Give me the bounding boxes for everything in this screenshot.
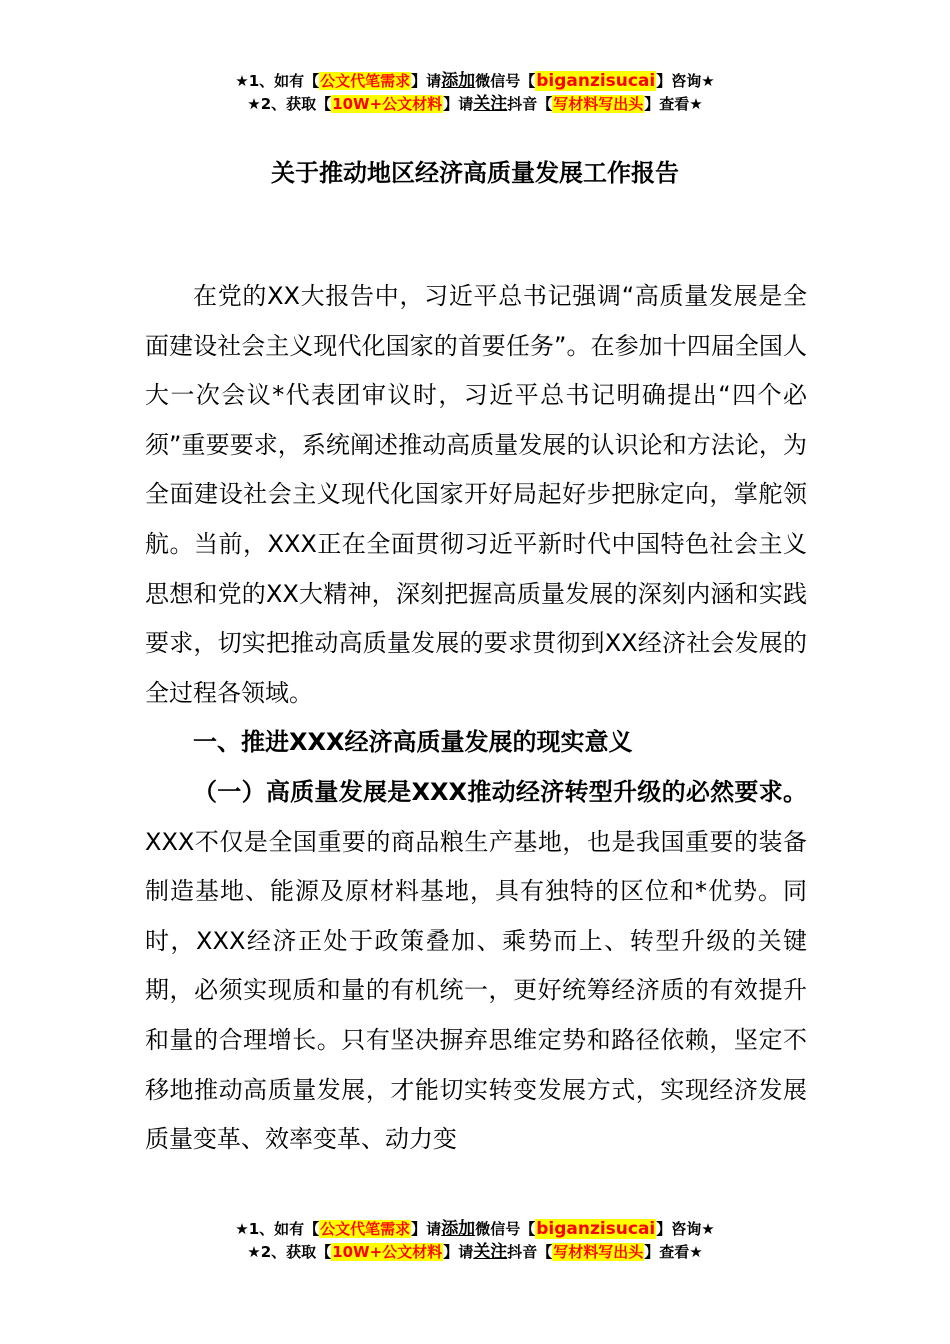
document-body: [145, 272, 807, 1165]
banner-text: 】咨询★: [656, 1220, 715, 1238]
section-heading-1: 一、推进XXX经济高质量发展的现实意义: [193, 728, 633, 757]
banner-highlight: 10W+公文材料: [332, 95, 443, 113]
footer-banner: [0, 1218, 950, 1264]
banner-wechat-id: biganzisucai: [536, 1219, 656, 1239]
banner-text: 】咨询★: [656, 72, 715, 90]
paragraph-intro: 在党的XX大报告中，习近平总书记强调“高质量发展是全面建设社会主义现代化国家的首要任务”。在参加十四届全国人大一次会议*代表团审议时，习近平总书记明确提出“四个必须”重要要求，系统阐述推动高质量发展的认识论和方法论，为全面建设社会主义现代化国家开好局起好步把脉定向，掌舵领航。当前，XXX正在全面贯彻习近平新时代中国特色社会主义思想和党的XX大精神，深刻把握高质量发展的深刻内涵和实践要求，切实把推动高质量发展的要求贯彻到XX经济社会发展的全过程各领域。: [145, 282, 807, 707]
banner-line-2: [0, 1241, 950, 1264]
banner-text: 抖音【: [507, 95, 553, 113]
banner-text: 抖音【: [507, 1243, 553, 1261]
banner-line-1: [0, 1218, 950, 1241]
banner-emphasis: 关注: [473, 1242, 508, 1262]
banner-highlight: 公文代笔需求: [320, 1220, 411, 1238]
banner-text: 】请: [411, 1220, 442, 1238]
banner-text: 】查看★: [644, 95, 703, 113]
banner-highlight: 10W+公文材料: [332, 1243, 443, 1261]
banner-text: 微信号【: [475, 1220, 536, 1238]
banner-text: 微信号【: [475, 72, 536, 90]
banner-line-1: [0, 70, 950, 93]
banner-text: 】请: [443, 1243, 474, 1261]
banner-line-2: [0, 93, 950, 116]
header-banner: [0, 70, 950, 116]
banner-text: ★1、如有【: [235, 72, 320, 90]
banner-douyin-id: 写材料写出头: [553, 95, 644, 113]
banner-text: ★1、如有【: [235, 1220, 320, 1238]
subsection-heading-1: （一）高质量发展是XXX推动经济转型升级的必然要求。: [193, 777, 807, 806]
banner-text: ★2、获取【: [247, 1243, 332, 1261]
banner-wechat-id: biganzisucai: [536, 71, 656, 91]
paragraph-section-1-1-text: XXX不仅是全国重要的商品粮生产基地，也是我国重要的装备制造基地、能源及原材料基地，具有独特的区位和*优势。同时，XXX经济正处于政策叠加、乘势而上、转型升级的关键期，必须实现质和量的有机统一，更好统筹经济质的有效提升和量的合理增长。只有坚决摒弃思维定势和路径依赖，坚定不移地推动高质量发展，才能切实转变发展方式，实现经济发展质量变革、效率变革、动力变: [145, 827, 807, 1154]
banner-text: ★2、获取【: [247, 95, 332, 113]
banner-text: 】请: [411, 72, 442, 90]
banner-emphasis: 添加: [441, 1219, 476, 1239]
banner-douyin-id: 写材料写出头: [553, 1243, 644, 1261]
banner-highlight: 公文代笔需求: [320, 72, 411, 90]
banner-text: 】请: [443, 95, 474, 113]
banner-emphasis: 关注: [473, 94, 508, 114]
banner-text: 】查看★: [644, 1243, 703, 1261]
paragraph-section-1-1: [145, 768, 807, 1165]
document-title: 关于推动地区经济高质量发展工作报告: [271, 159, 679, 187]
banner-emphasis: 添加: [441, 71, 476, 91]
